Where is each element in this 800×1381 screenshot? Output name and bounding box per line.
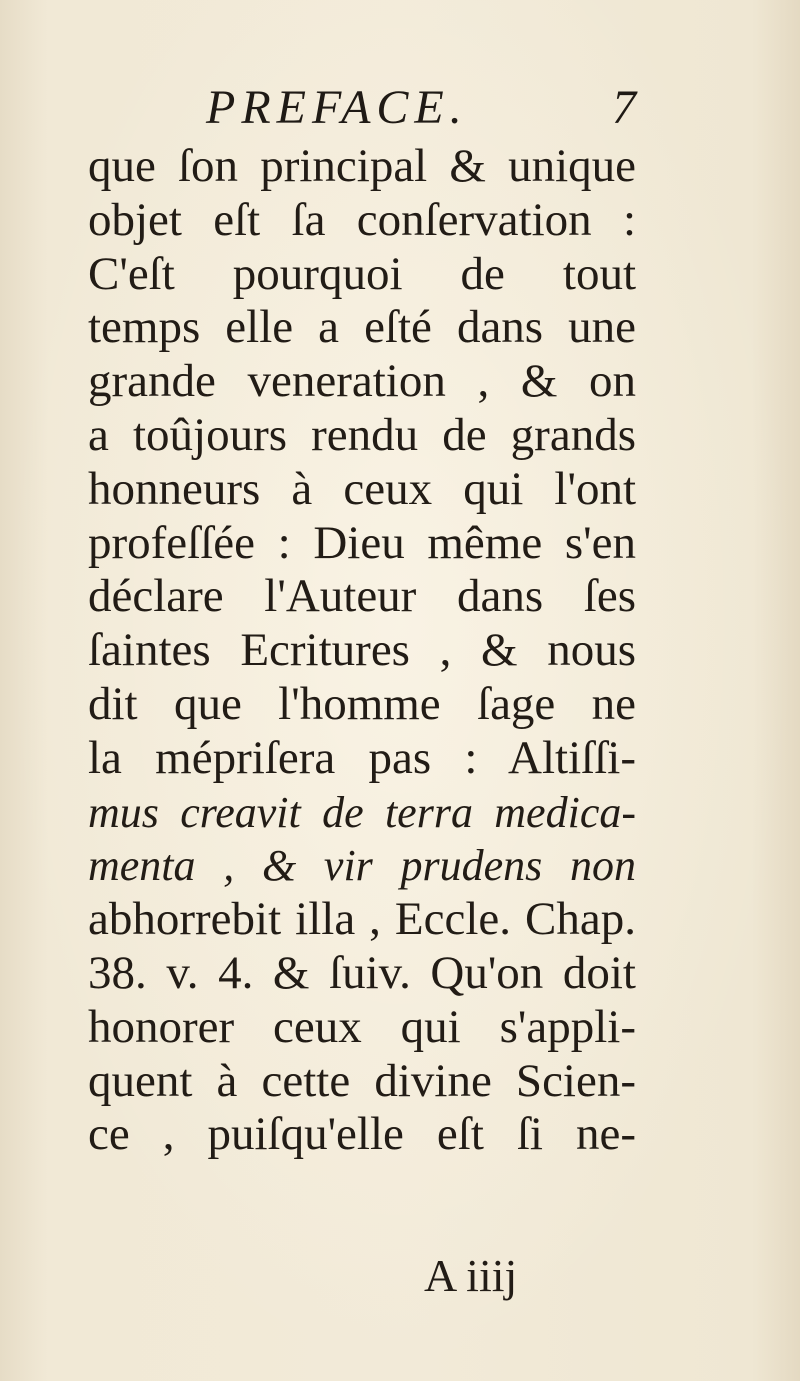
text-line: ſaintes Ecritures , & nous [88,624,636,677]
text-line: dit que l'homme ſage ne [88,677,636,730]
page-number: 7 [612,81,636,134]
text-line: objet eſt ſa conſervation : [88,193,636,246]
running-head-title: PREFACE. [206,81,468,134]
text-line: a toûjours rendu de grands [88,408,636,461]
text-line: C'eſt pourquoi de tout [88,247,636,300]
text-line: honorer ceux qui s'appli- [88,1000,636,1053]
text-line: 38. v. 4. & ſuiv. Qu'on doit [88,946,636,999]
body-text [88,140,636,1162]
text-line: quent à cette divine Scien- [88,1054,636,1107]
text-line: la mépriſera pas : Altiſſi- [88,731,636,784]
signature-mark: A iiij [424,1250,518,1301]
text-line: grande veneration , & on [88,355,636,408]
text-line: abhorrebit illa , Eccle. Chap. [88,893,636,946]
text-line-latin: menta , & vir prudens non [88,841,636,891]
text-line-latin: mus creavit de terra medica- [88,787,636,837]
running-head [88,78,636,138]
text-line: profeſſée : Dieu même s'en [88,516,636,569]
text-line: déclare l'Auteur dans ſes [88,570,636,623]
text-line: temps elle a eſté dans une [88,301,636,354]
text-line: que ſon principal & unique [88,140,636,192]
text-line: ce , puiſqu'elle eſt ſi ne- [88,1108,636,1161]
text-line: honneurs à ceux qui l'ont [88,462,636,515]
